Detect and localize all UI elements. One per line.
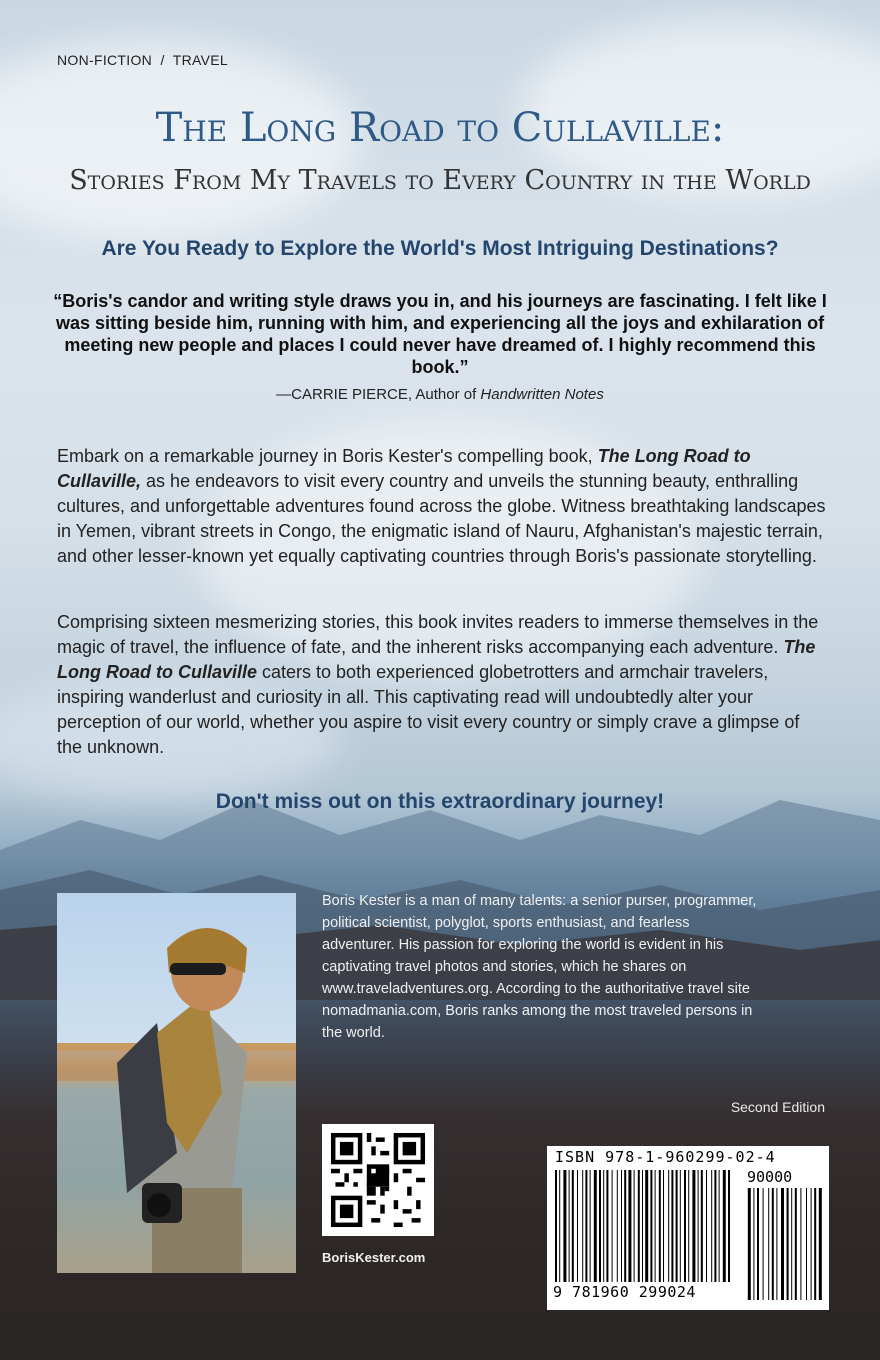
- attribution-work: Handwritten Notes: [480, 386, 604, 403]
- isbn-digits: 9 781960 299024: [553, 1283, 696, 1301]
- paragraph-text: Comprising sixteen mesmerizing stories, this book invites readers to immerse themselves in the magic of travel, the influence of fate, and the inherent risks accompanying each adventure.: [57, 612, 819, 657]
- qr-code-graphic: [322, 1124, 434, 1236]
- book-title: The Long Road to Cullaville:: [155, 105, 725, 151]
- paragraph-book-title: The Long Road to Cullaville,: [57, 446, 751, 491]
- author-photo: [57, 893, 296, 1273]
- price-code: 90000: [747, 1168, 793, 1186]
- author-bio: Boris Kester is a man of many talents: a senior purser, programmer, political scientist, polyglot, sports enthusiast, and fearless adventurer. His passion for exploring the world is evident in his captivating travel photos and stories, which he shares on www.traveladventures.org. According to the authoritative travel site nomadmania.com, Boris ranks among the most traveled persons in the world.: [322, 893, 757, 1041]
- marketing-headline: Are You Ready to Explore the World's Most Intriguing Destinations?: [101, 237, 779, 260]
- description-paragraph-1: [57, 444, 827, 569]
- paragraph-book-title: The Long Road to Cullaville: [57, 637, 816, 682]
- genre-label: NON-FICTION / TRAVEL: [57, 52, 228, 68]
- testimonial-attribution: [0, 386, 880, 403]
- description-paragraph-2: [57, 610, 827, 760]
- edition-label: Second Edition: [730, 1099, 825, 1115]
- isbn-barcode: [547, 1146, 829, 1310]
- qr-code: [322, 1124, 434, 1236]
- testimonial-quote: “Boris's candor and writing style draws you in, and his journeys are fascinating. I felt like I was sitting beside him, running with him, and experiencing all the joys and exhilaration of meeting new people and places I could never have dreamed of. I highly recommend this book.”: [53, 291, 827, 377]
- book-subtitle: Stories From My Travels to Every Country in the World: [69, 165, 811, 196]
- paragraph-text: as he endeavors to visit every country and unveils the stunning beauty, enthralling cultures, and unforgettable adventures found across the globe. Witness breathtaking landscapes in Yemen, vibrant streets in Congo, the enigmatic island of Nauru, Afghanistan's majestic terrain, and other lesser-known yet equally captivating countries through Boris's passionate storytelling.: [57, 471, 826, 566]
- paragraph-text: Embark on a remarkable journey in Boris Kester's compelling book,: [57, 446, 598, 466]
- author-website: BorisKester.com: [322, 1250, 426, 1265]
- paragraph-text: caters to both experienced globetrotters and armchair travelers, inspiring wanderlust and curiosity in all. This captivating read will undoubtedly alter your perception of our world, whether you aspire to visit every country or simply crave a glimpse of the unknown.: [57, 662, 800, 757]
- call-to-action: Don't miss out on this extraordinary journey!: [215, 790, 665, 813]
- isbn-label: ISBN 978-1-960299-02-4: [555, 1148, 776, 1166]
- attribution-name: —CARRIE PIERCE, Author of: [276, 386, 481, 403]
